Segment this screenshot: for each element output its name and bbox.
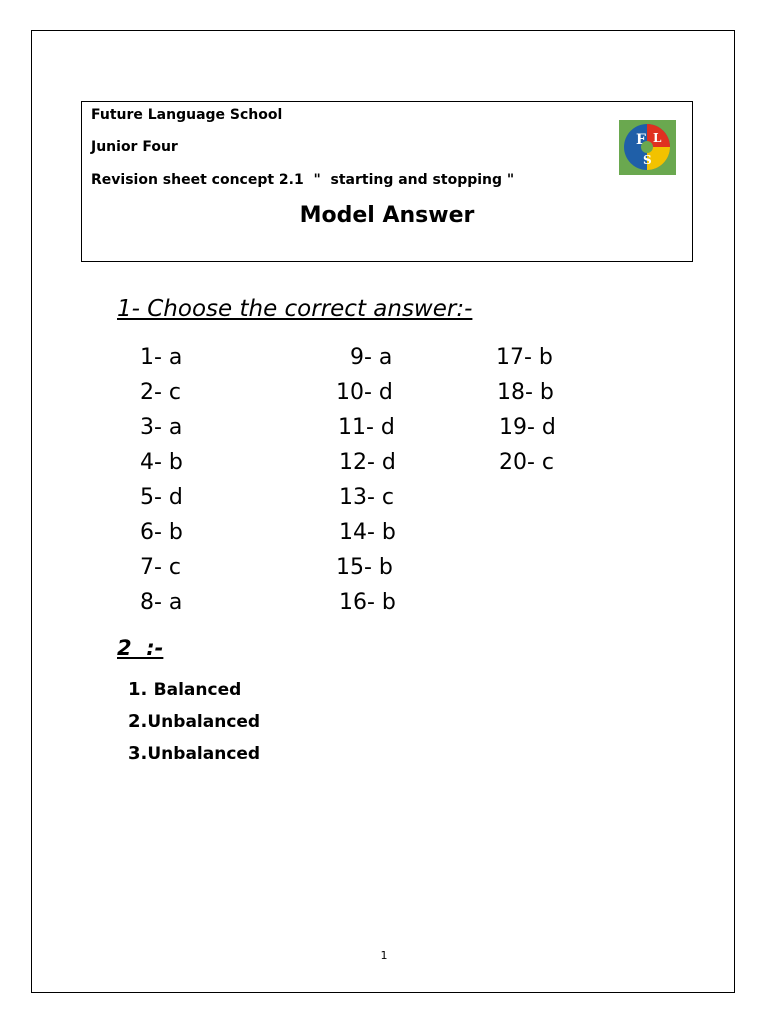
section2-item-number: 2. <box>128 711 148 732</box>
answer-item: 9- a <box>350 345 393 370</box>
page-number: 1 <box>380 949 388 962</box>
answer-item: 17- b <box>496 345 553 370</box>
answer-item: 13- c <box>339 485 395 510</box>
section1-title: 1- Choose the correct answer:- <box>117 296 473 322</box>
answer-item: 11- d <box>338 415 395 440</box>
logo-letter-l: L <box>653 131 662 145</box>
logo-letter-f: F <box>636 132 646 148</box>
sheet-title: Revision sheet concept 2.1 " starting and stopping " <box>91 172 515 188</box>
logo-letter-s: S <box>643 153 652 167</box>
section2-item-text: Unbalanced <box>147 744 261 764</box>
answer-item: 20- c <box>499 450 555 475</box>
answer-item: 4- b <box>140 450 183 475</box>
answer-item: 14- b <box>339 520 396 545</box>
answer-item: 15- b <box>336 555 393 580</box>
answer-item: 1- a <box>140 345 183 370</box>
school-name: Future Language School <box>91 107 283 123</box>
answer-item: 18- b <box>497 380 554 405</box>
answer-item: 5- d <box>140 485 183 510</box>
section2-title: 2 :- <box>117 636 164 660</box>
school-logo <box>619 120 676 175</box>
answer-item: 7- c <box>140 555 182 580</box>
section2-item-number: 1. <box>128 679 148 700</box>
section2-item-number: 3. <box>128 743 148 764</box>
section2-item <box>128 743 260 764</box>
answer-item: 19- d <box>499 415 556 440</box>
answer-item: 2- c <box>140 380 182 405</box>
answer-item: 12- d <box>339 450 396 475</box>
answer-item: 3- a <box>140 415 183 440</box>
answer-item: 16- b <box>339 590 396 615</box>
answer-item: 8- a <box>140 590 183 615</box>
answer-item: 6- b <box>140 520 183 545</box>
grade-label: Junior Four <box>91 139 178 155</box>
section2-item <box>128 679 241 700</box>
model-answer-title: Model Answer <box>299 203 475 228</box>
section2-item-text: Balanced <box>153 680 242 700</box>
answer-item: 10- d <box>336 380 393 405</box>
section2-item-text: Unbalanced <box>147 712 261 732</box>
section2-item <box>128 711 260 732</box>
